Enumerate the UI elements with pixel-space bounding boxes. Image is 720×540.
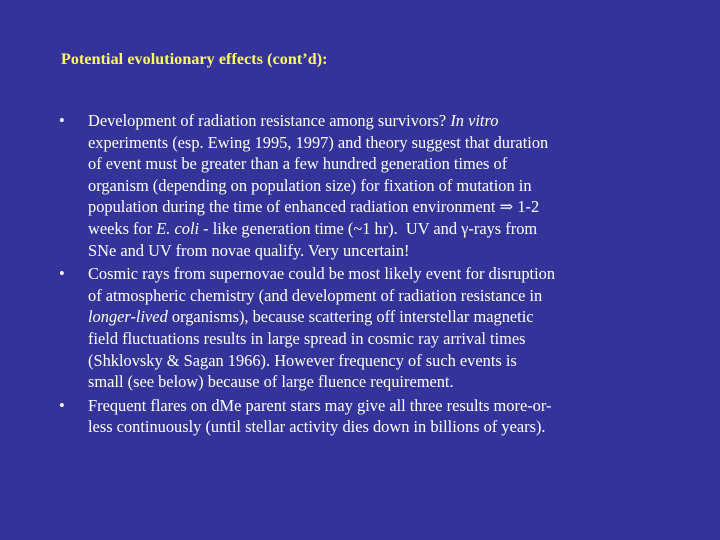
text-line (88, 218, 670, 240)
text-span: organisms), because scattering off interstellar magnetic (167, 307, 534, 327)
bullet-list (58, 110, 670, 438)
gamma-symbol: γ (461, 218, 469, 238)
text-span: weeks for (88, 218, 157, 238)
text-line: organism (depending on population size) for fixation of mutation in (88, 175, 532, 195)
text-line: field fluctuations results in large spread in cosmic ray arrival times (88, 328, 526, 348)
bullet-item-flares (58, 395, 670, 438)
text-line: Frequent flares on dMe parent stars may give all three results more-or- (88, 395, 552, 415)
text-line: experiments (esp. Ewing 1995, 1997) and theory suggest that duration (88, 132, 549, 152)
text-line: of event must be greater than a few hundred generation times of (88, 154, 508, 174)
text-span: - like generation time (~1 hr). UV and (199, 218, 462, 238)
text-line: Cosmic rays from supernovae could be most likely event for disruption (88, 264, 556, 284)
text-span: 1-2 (513, 197, 540, 217)
bullet-item-cosmic-rays (58, 263, 670, 393)
bullet-marker: • (59, 395, 65, 415)
bullet-marker: • (59, 264, 65, 284)
text-span: -rays from (468, 218, 538, 238)
bullet-marker: • (59, 111, 65, 130)
slide-title: Potential evolutionary effects (cont’d): (61, 51, 328, 68)
text-line (88, 306, 670, 328)
italic-span: E. coli (156, 218, 200, 238)
text-line (88, 110, 670, 132)
text-line: less continuously (until stellar activity dies down in billions of years). (88, 417, 546, 437)
text-line: of atmospheric chemistry (and development of radiation resistance in (88, 285, 543, 305)
text-line: (Shklovsky & Sagan 1966). However frequency of such events is (88, 350, 517, 370)
text-span: Development of radiation resistance among survivors? (88, 111, 451, 130)
italic-span: In vitro (450, 111, 499, 130)
bullet-item-radiation-resistance (58, 110, 670, 261)
text-line: SNe and UV from novae qualify. Very uncertain! (88, 240, 410, 260)
implies-symbol: ⇒ (499, 197, 514, 217)
text-line (88, 196, 670, 218)
italic-span: longer-lived (88, 307, 168, 327)
text-line: small (see below) because of large fluence requirement. (88, 372, 454, 392)
text-span: population during the time of enhanced radiation environment (88, 197, 500, 217)
